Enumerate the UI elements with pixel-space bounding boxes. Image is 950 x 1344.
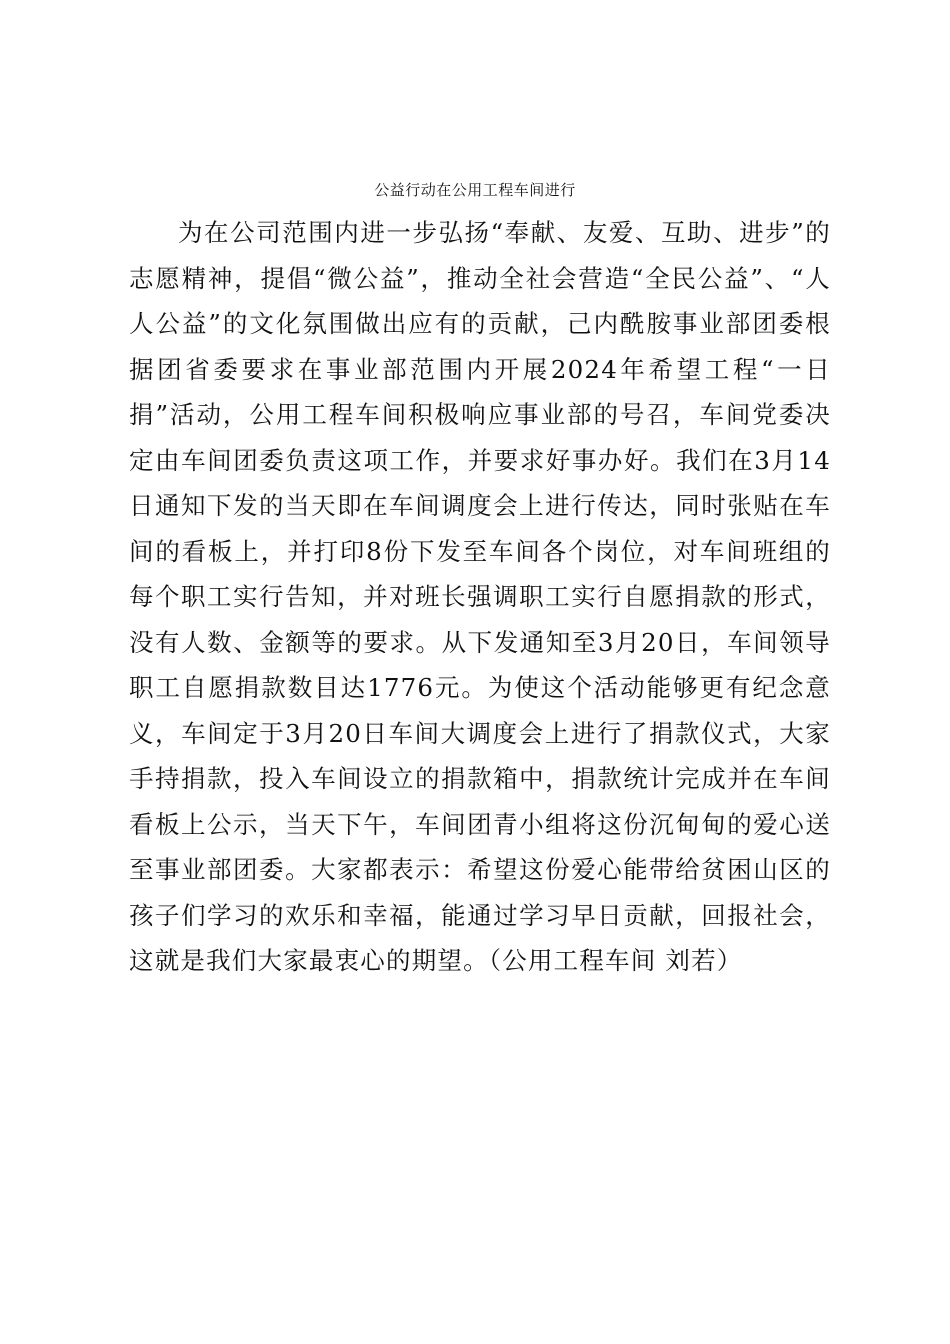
document-body-paragraph: 为在公司范围内进一步弘扬“奉献、友爱、互助、进步”的志愿精神，提倡“微公益”，推动全社会营造“全民公益”、“人人公益”的文化氛围做出应有的贡献，己内酰胺事业部团委根据团省委要求在事业部范围内开展2024年希望工程“一日捐”活动，公用工程车间积极响应事业部的号召，车间党委决定由车间团委负责这项工作，并要求好事办好。我们在3月14日通知下发的当天即在车间调度会上进行传达，同时张贴在车间的看板上，并打印8份下发至车间各个岗位，对车间班组的每个职工实行告知，并对班长强调职工实行自愿捐款的形式，没有人数、金额等的要求。从下发通知至3月20日，车间领导职工自愿捐款数目达1776元。为使这个活动能够更有纪念意义，车间定于3月20日车间大调度会上进行了捐款仪式，大家手持捐款，投入车间设立的捐款箱中，捐款统计完成并在车间看板上公示，当天下午，车间团青小组将这份沉甸甸的爱心送至事业部团委。大家都表示：希望这份爱心能带给贫困山区的孩子们学习的欢乐和幸福，能通过学习早日贡献，回报社会，这就是我们大家最衷心的期望。（公用工程车间 刘若） bbox=[129, 218, 831, 975]
document-title: 公益行动在公用工程车间进行 bbox=[374, 181, 576, 199]
